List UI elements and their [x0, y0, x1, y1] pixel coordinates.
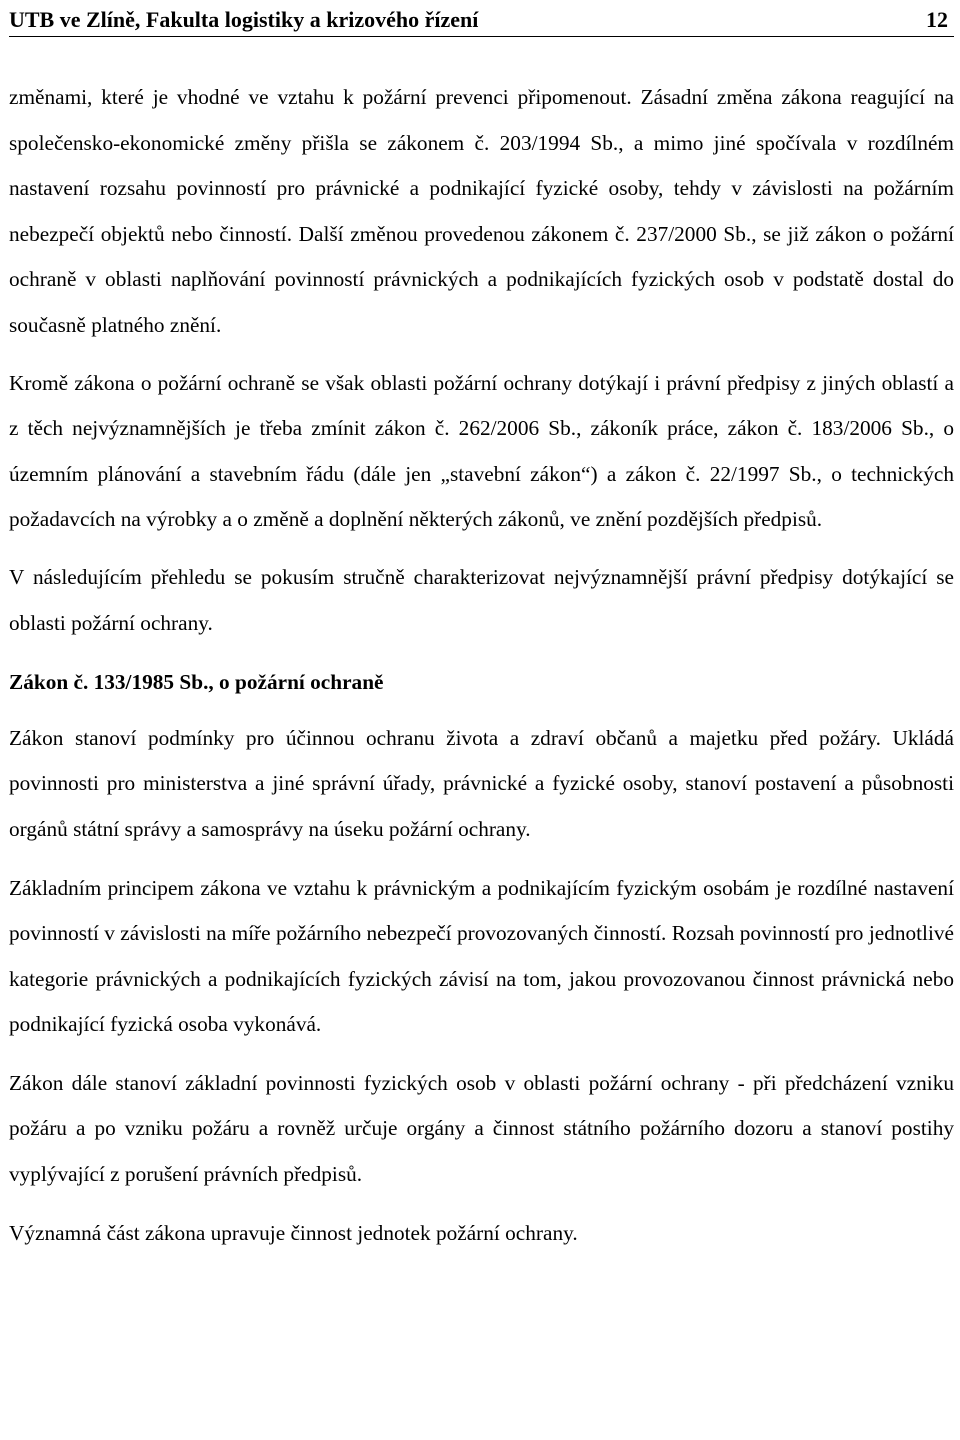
page-header: [9, 0, 954, 37]
header-title: UTB ve Zlíně, Fakulta logistiky a krizového řízení: [9, 7, 479, 32]
paragraph: Kromě zákona o požární ochraně se však oblasti požární ochrany dotýkají i právní předpisy z jiných oblastí a z těch nejvýznamnějších je třeba zmínit zákon č. 262/2006 Sb., zákoník práce, zákon č. 183/2006 Sb., o územním plánování a stavebním řádu (dále jen „stavební zákon“) a zákon č. 22/1997 Sb., o technických požadavcích na výrobky a o změně a doplnění některých zákonů, ve znění pozdějších předpisů.: [9, 370, 954, 532]
page-content: [9, 75, 954, 1256]
paragraph: Zákon stanoví podmínky pro účinnou ochranu života a zdraví občanů a majetku před požáry. Ukládá povinnosti pro ministerstva a jiné správní úřady, právnické a fyzické osoby, stanoví postavení a působnosti orgánů státní správy a samosprávy na úseku požární ochrany.: [9, 725, 954, 841]
paragraph: Významná část zákona upravuje činnost jednotek požární ochrany.: [9, 1220, 578, 1245]
section-heading: Zákon č. 133/1985 Sb., o požární ochraně: [9, 670, 384, 695]
paragraph: V následujícím přehledu se pokusím stručně charakterizovat nejvýznamnější právní předpisy dotýkající se oblasti požární ochrany.: [9, 564, 954, 635]
paragraph: Zákon dále stanoví základní povinnosti fyzických osob v oblasti požární ochrany - při předcházení vzniku požáru a po vzniku požáru a rovněž určuje orgány a činnost státního požárního dozoru a stanoví postihy vyplývající z porušení právních předpisů.: [9, 1070, 954, 1187]
paragraph: změnami, které je vhodné ve vztahu k požární prevenci připomenout. Zásadní změna zákona reagující na společensko-ekonomické změny přišla se zákonem č. 203/1994 Sb., a mimo jiné spočívala v rozdílném nastavení rozsahu povinností pro právnické a podnikající fyzické osoby, tehdy v závislosti na požárním nebezpečí objektů nebo činností. Další změnou provedenou zákonem č. 237/2000 Sb., se již zákon o požární ochraně v oblasti naplňování povinností právnických a podnikajících fyzických osob v podstatě dostal do současně platného znění.: [9, 85, 954, 337]
page-number: 12: [926, 7, 948, 32]
paragraph: Základním principem zákona ve vztahu k právnickým a podnikajícím fyzickým osobám je rozdílné nastavení povinností v závislosti na míře požárního nebezpečí provozovaných činností. Rozsah povinností pro jednotlivé kategorie právnických a podnikajících fyzických závisí na tom, jakou provozovanou činnost právnická nebo podnikající fyzická osoba vykonává.: [9, 875, 954, 1037]
